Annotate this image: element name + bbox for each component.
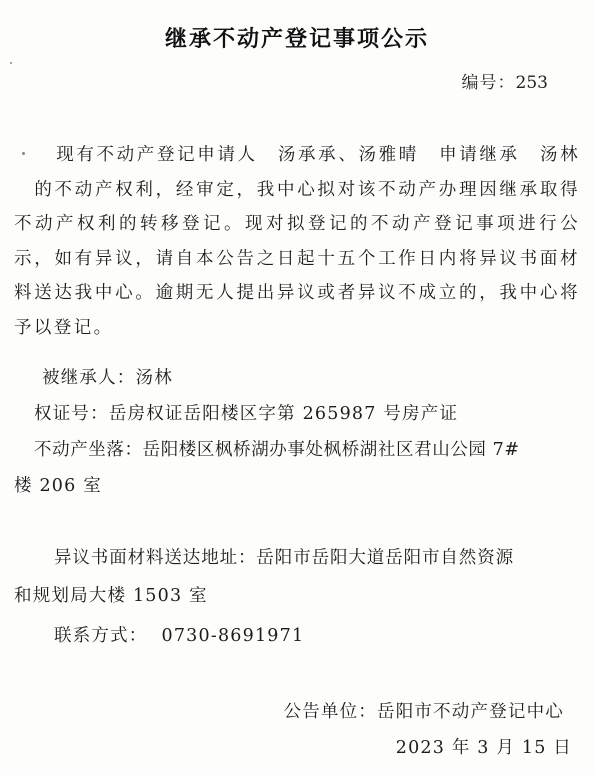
paragraph-intro: 现有不动产登记申请人 bbox=[56, 145, 258, 165]
objection-address-label: 异议书面材料送达地址： bbox=[54, 548, 257, 568]
inheritee-row bbox=[14, 364, 594, 389]
issuer-row bbox=[284, 698, 565, 723]
issuer-value: 岳阳市不动产登记中心 bbox=[377, 702, 564, 722]
issuer-label: 公告单位： bbox=[283, 702, 377, 722]
contact-row bbox=[14, 622, 594, 647]
serial-value: 253 bbox=[515, 73, 548, 93]
inheritee-value: 汤林 bbox=[135, 368, 173, 388]
applicant-names: 汤承承、汤雅晴 bbox=[277, 145, 419, 165]
scan-speck bbox=[10, 62, 12, 64]
objection-address-value-continued: 和规划局大楼 1503 室 bbox=[14, 586, 208, 606]
decedent-name: 汤林 bbox=[539, 145, 580, 165]
location-label: 不动产坐落： bbox=[34, 440, 143, 460]
paragraph-body: 的不动产权利，经审定，我中心拟对该不动产办理因继承取得不动产权利的转移登记。现对拟登记的不动产登记事项进行公示，如有异议，请自本公告之日起十五个工作日内将异议书面材料送达我中心。逾期无人提出异议或者异议不成立的，我中心将予以登记。 bbox=[14, 179, 580, 338]
location-row-continued bbox=[14, 472, 580, 497]
serial-number bbox=[462, 68, 548, 93]
certificate-row bbox=[14, 400, 594, 425]
objection-address-value: 岳阳市岳阳大道岳阳市自然资源 bbox=[256, 548, 515, 568]
issue-date: 2023 年 3 月 15 日 bbox=[395, 738, 572, 758]
location-value-continued: 楼 206 室 bbox=[14, 476, 102, 496]
certificate-label: 权证号： bbox=[34, 404, 109, 424]
apply-phrase: 申请继承 bbox=[438, 145, 520, 165]
objection-address-row bbox=[14, 544, 594, 569]
certificate-value: 岳房权证岳阳楼区字第 265987 号房产证 bbox=[108, 404, 459, 424]
inheritee-label: 被继承人： bbox=[42, 368, 136, 388]
notice-paragraph bbox=[14, 138, 580, 345]
notice-title: 继承不动产登记事项公示 bbox=[164, 27, 429, 52]
contact-label: 联系方式： bbox=[54, 626, 148, 646]
location-row bbox=[14, 436, 594, 461]
location-value: 岳阳楼区枫桥湖办事处枫桥湖社区君山公园 7# bbox=[142, 440, 520, 460]
contact-phone: 0730-8691971 bbox=[161, 626, 305, 646]
serial-label: 编号： bbox=[461, 73, 516, 93]
objection-address-row-continued bbox=[14, 582, 580, 607]
